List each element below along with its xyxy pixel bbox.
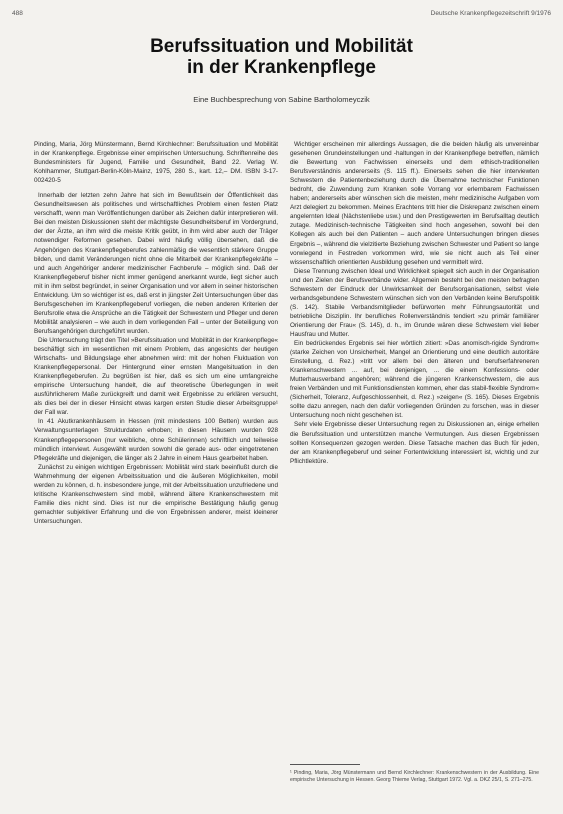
footnote-divider [290, 764, 360, 765]
left-column [34, 140, 278, 526]
paragraph: Ein bedrückendes Ergebnis sei hier wörtlich zitiert: »Das anomisch-rigide Syndrom« (starke Zeichen von Unsicherheit, Mangel an Orientierung und eine deutlich autoritäre Einstellung, d. Rez.) »tritt vor allem bei den älteren und berufserfahreneren Krankenschwestern ... auf, bei denjenigen, ... die einem Konfessions- oder Mutterhausverband angehören; während die jüngeren Krankenschwestern, die aus freien Verbänden und mit Funktionsdiensten kommen, eher das stabil-flexible Syndrom« (Sicherheit, Toleranz, Aufgeschlossenheit, d. Rez.) »zeigen« (S. 165). Dieses Ergebnis sollte dazu anregen, nach den dafür vorliegenden Gründen zu forschen, was in dieser Untersuchung noch nicht geschehen ist. [290, 340, 539, 420]
paragraph: Sehr viele Ergebnisse dieser Untersuchung regen zu Diskussionen an, einige erhellen die Berufssituation und unterstützen manche Vermutungen. Aus diesen Ergebnissen sollten Konsequenzen gezogen werden. Diese Tatsache machen das Buch für jeden, der am Krankenpflegeberuf und seiner Fortentwicklung interessiert ist, wichtig und zur Pflichtlektüre. [290, 421, 539, 465]
paragraph: In 41 Akutkrankenhäusern in Hessen (mit mindestens 100 Betten) wurden aus Verwaltungsunterlagen Strukturdaten erhoben; in diesen Häusern wurden 928 Krankenpflegepersonen (nur weibliche, ohne Schülerinnen) schriftlich und teilweise mündlich interviewt. Ausgewählt wurden sowohl die gerade aus- oder eingetretenen Pflegekräfte und diejenigen, die länger als 2 Jahre in einem Haus gearbeitet haben. [34, 418, 278, 462]
footnote: ¹ Pinding, Maria, Jörg Münstermann und Bernd Kirchlechner: Krankenschwestern in der Ausbildung. Eine empirische Untersuchung in Hessen. Georg Thieme Verlag, Stuttgart 1972. Vgl. a. DKZ 25/1, S. 271–275. [290, 770, 539, 783]
journal-header: Deutsche Krankenpflegezeitschrift 9/1976 [430, 10, 551, 17]
review-byline: Eine Buchbesprechung von Sabine Bartholomeyczik [193, 95, 370, 104]
page-title [0, 36, 563, 78]
book-reference: Pinding, Maria, Jörg Münstermann, Bernd Kirchlechner: Berufssituation und Mobilität in der Krankenpflege. Ergebnisse einer empirischen Untersuchung. Schriftenreihe des Bundesministers für Jugend, Familie und Gesundheit, Band 22. Verlag W. Kohlhammer, Stuttgart-Berlin-Köln-Mainz, 1975, 280 S., kart. 12,– DM. ISBN 3-17-002420-5 [34, 141, 278, 185]
page-number: 488 [12, 10, 23, 17]
paragraph: Die Untersuchung trägt den Titel »Berufssituation und Mobilität in der Krankenpflege« beschäftigt sich im wesentlichen mit einem Problem, das angesichts der heutigen Wirtschafts- und Bildungslage eher abnehmen wird: mit der hohen Fluktuation von Krankenpflegepersonal. Der Hintergrund einer ernsten Mangelsituation in den Krankenpflegeberufen. Zu begrüßen ist hier, daß es sich um eine umfangreiche empirische Untersuchung handelt, die auf theoretische Überlegungen in weit ausführlicherem Maße zurückgreift und damit weit Ergebnisse zu erklären versucht, als dies bei der in dieser Hinsicht etwas kargen ersten Studie dieser Arbeitsgruppe¹ der Fall war. [34, 336, 278, 417]
title-line-1: Berufssituation und Mobilität [150, 36, 413, 57]
paragraph: Wichtiger erscheinen mir allerdings Aussagen, die die beiden häufig als unvereinbar gesehenen Grundeinstellungen und -haltungen in der Krankenpflege betreffen, nämlich die Bewertung von Fachwissen einerseits und dem ethisch-traditionellen Berufsverständnis andererseits (S. 115 ff.). Einerseits sehen die hier interviewten Schwestern die Patientenbeziehung durch die Übernahme technischer Funktionen bedroht, die Zuwendung zum Kranken solle Vorrang vor erlernbarem Fachwissen haben; andererseits aber wünschen sich die meisten, mehr medizinische Aufgaben vom Arzt delegiert zu bekommen. Meines Erachtens tritt hier die Diskrepanz zwischen einem angelernten Ideal (Nächstenliebe usw.) und den Prestigewerten im Berufsalltag deutlich zutage. Medizinisch-technische Tätigkeiten sind hoch angesehen, sowohl bei den Kollegen als auch bei den Patienten – auch andere Untersuchungen bringen dieses Ergebnis –, während die vielzitierte Beziehung zwischen Schwester und Patient so lange vorwiegend in Festreden vorkommen wird, wie sie nicht auch als Teil einer wissenschaftlich orientierten Ausbildung gesehen und vermittelt wird. [290, 141, 539, 266]
paragraph: Innerhalb der letzten zehn Jahre hat sich im Bewußtsein der Öffentlichkeit das Gesundheitswesen als politisches und wirtschaftliches Problem einen festen Platz verschafft, wenn man Veröffentlichungen darüber als Zeichen dafür interpretieren will. Bei den meisten Diskussionen steht der mächtigste Gesundheitsberuf im Vordergrund, der der Ärzte, an ihm wird die meiste Kritik geübt, in ihm wird aber auch der Träger notwendiger Reformen gesehen. Dabei wird häufig völlig übersehen, daß die Angehörigen des Krankenpflegeberufes zahlenmäßig die wesentlich stärkere Gruppe bilden, und damit Veränderungen nicht ohne die Mitarbeit der Krankenpflegekräfte – und auch Angehöriger anderer medizinischer Fachberufe – möglich sind. Daß der Krankenpflegeberuf bisher nicht immer genügend anerkannt wurde, liegt sicher auch mit in ihm selbst begründet, in seiner Organisation und vor allem in seiner historischen Entwicklung. Um so wichtiger ist es, daß erst in jüngster Zeit Untersuchungen über das Berufsgeschehen im Krankenpflegeberuf vorliegen, die neben anderen Kriterien der Berufsrolle etwa die Ansprüche an die Tätigkeit der Schwestern und Pfleger und deren Mobilität analysieren – wie auch in dem vorliegenden Fall – unter der Beteiligung von Berufsangehörigen durchgeführt wurden. [34, 192, 278, 335]
right-column [290, 140, 539, 466]
paragraph: Diese Trennung zwischen Ideal und Wirklichkeit spiegelt sich auch in der Organisation und den Zielen der Berufsverbände wider. Allgemein besteht bei den meisten befragten Schwestern der Eindruck der Unwirksamkeit der Berufsorganisationen, selbst viele verbandsgebundene Schwestern wünschen sich von den Verbänden keine Berufspolitik (S. 142). Stabile Verbandsmitglieder befürworten mehr Führungsautorität und betriebliche Disziplin. Ihr berufliches Rollenverständnis tendiert »zu primär familiärer Orientierung der Frau« (S. 145), d. h., im Grunde wären diese Schwestern viel lieber Hausfrau und Mutter. [290, 267, 539, 338]
paragraph: Zunächst zu einigen wichtigen Ergebnissen: Mobilität wird stark beeinflußt durch die Wahrnehmung der eigenen Arbeitssituation und die äußeren Möglichkeiten, mobil werden zu können, d. h. insbesondere junge, mit der Arbeitssituation unzufriedene und kritische Krankenschwestern sind mobil, während ältere Krankenschwestern mit Familie dies nicht sind. Dies ist nur die empirische Bestätigung häufig genug gemachter subjektiver Erfahrung und die von Ergebnissen anderer, meist kleinerer Untersuchungen. [34, 463, 278, 525]
title-line-2: in der Krankenpflege [187, 57, 376, 78]
